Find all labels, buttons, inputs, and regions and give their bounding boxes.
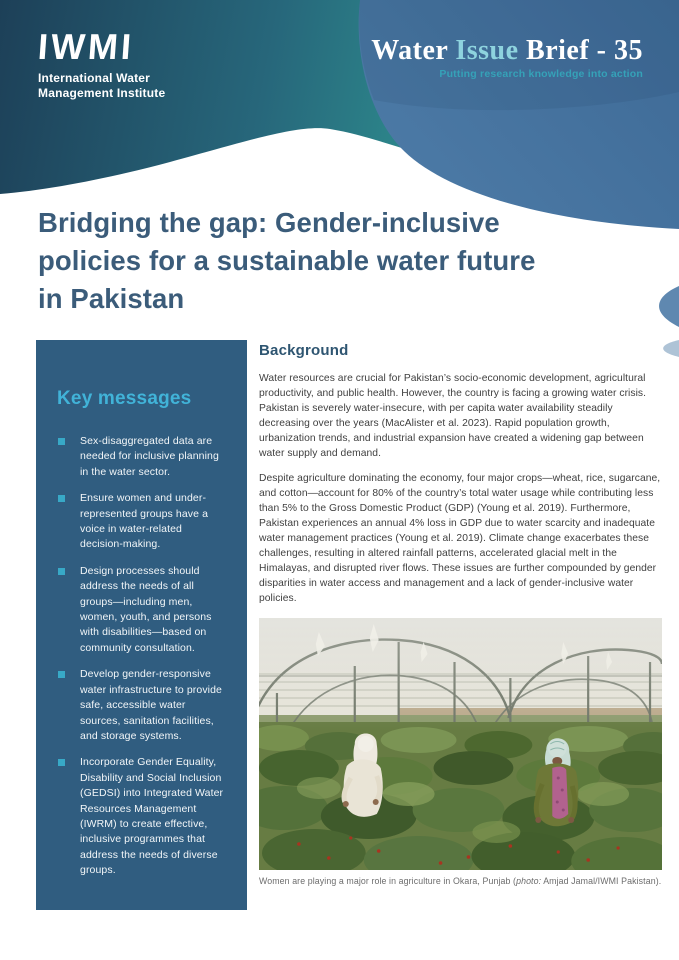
background-paragraph-2: Despite agriculture dominating the economy, four major crops—wheat, rice, sugarcane, and cotton—account for 80% of the country’s total water usage while contributing less than 5% to the Gross Domestic Product (GDP) (Young et al. 2019). Furthermore, Pakistan experiences an annual 4% loss in GDP due to water scarcity and inadequate water management practices (Young et al. 2019). Climate change exacerbates these challenges, resulting in altered rainfall patterns, accelerated glacial melt in the Himalayas, and disrupted river flows. These issues are further compounded by gender disparities in water access and management and a lack of gender-inclusive water policies. bbox=[259, 473, 661, 604]
brief-masthead bbox=[371, 36, 643, 80]
page-title bbox=[38, 204, 536, 318]
photo-caption-prefix: Women are playing a major role in agriculture in Okara, Punjab ( bbox=[259, 875, 517, 886]
key-message-item bbox=[57, 434, 227, 480]
iwmi-logo bbox=[36, 26, 166, 100]
key-message-text: Design processes should address the needs of all groups—including men, women, youth, and persons with disabilities—based on community consultation. bbox=[80, 564, 212, 654]
page-title-line3: in Pakistan bbox=[38, 283, 185, 314]
key-message-item bbox=[57, 667, 227, 744]
main-column bbox=[259, 340, 662, 910]
photo-caption bbox=[259, 876, 662, 886]
page-title-line2: policies for a sustainable water future bbox=[38, 245, 536, 276]
iwmi-logo-tagline bbox=[38, 71, 165, 100]
iwmi-logo-wordmark: IWMI bbox=[36, 26, 136, 67]
key-message-text: Develop gender-responsive water infrastructure to provide safe, accessible water sources, sanitation facilities, and storage systems. bbox=[80, 668, 222, 742]
photo-caption-suffix: Amjad Jamal/IWMI Pakistan). bbox=[541, 875, 662, 886]
key-message-text: Incorporate Gender Equality, Disability and Social Inclusion (GEDSI) into Integrated Water Resources Management (IWRM) to create effective, inclusive programmes that address the needs of diverse groups. bbox=[80, 756, 224, 877]
section-heading-background: Background bbox=[259, 342, 349, 359]
page-title-line1: Bridging the gap: Gender-inclusive bbox=[38, 207, 500, 238]
key-messages-heading: Key messages bbox=[57, 388, 192, 409]
brief-title-issue: Issue bbox=[455, 35, 519, 66]
photo-haze-overlay bbox=[259, 618, 662, 870]
logo-tagline-line1: International Water bbox=[38, 71, 151, 85]
field-photo-figure bbox=[259, 618, 662, 886]
background-paragraph-1: Water resources are crucial for Pakistan’s socio-economic development, agricultural productivity, and public health. However, the country is facing a growing water crisis. Pakistan is severely water-insecure, with per capita water availability steadily decreasing over the years (MacAlister et al. 2023). Rapid population growth, urbanization trends, and industrial expansion have created a widening gap between water supply and demand. bbox=[259, 373, 647, 459]
content-area bbox=[36, 340, 662, 910]
photo-caption-italic: photo: bbox=[516, 875, 542, 886]
key-message-item bbox=[57, 491, 227, 553]
brief-subtitle: Putting research knowledge into action bbox=[439, 68, 643, 80]
logo-tagline-line2: Management Institute bbox=[38, 85, 166, 100]
right-sliver-1 bbox=[659, 286, 679, 327]
key-message-item bbox=[57, 755, 227, 878]
brief-title-water: Water bbox=[371, 35, 456, 66]
field-photo bbox=[259, 618, 662, 870]
key-message-text: Ensure women and under-represented groups have a voice in water-related decision-making. bbox=[80, 492, 209, 551]
brief-title-number: Brief - 35 bbox=[518, 35, 643, 66]
right-sliver-2 bbox=[663, 340, 679, 357]
key-message-item bbox=[57, 564, 227, 656]
brief-series-title bbox=[371, 36, 643, 66]
key-messages-panel bbox=[36, 340, 247, 910]
key-messages-list bbox=[57, 434, 227, 879]
key-message-text: Sex-disaggregated data are needed for inclusive planning in the water sector. bbox=[80, 435, 219, 478]
